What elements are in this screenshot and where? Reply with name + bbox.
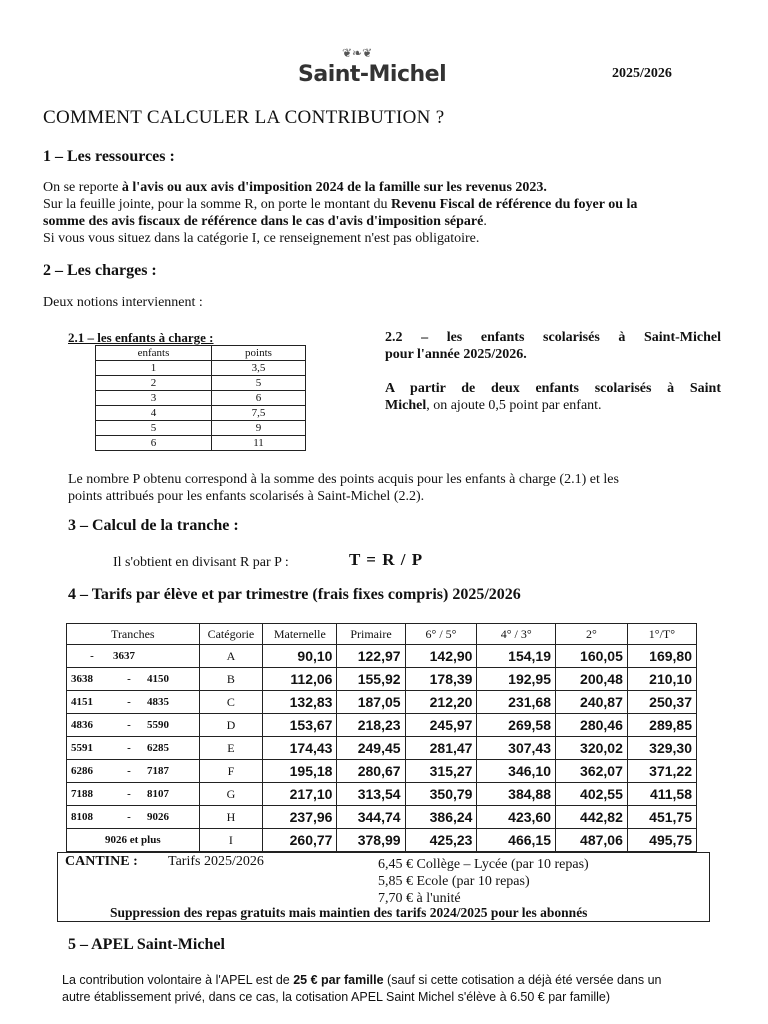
table-row: 4 7,5 (96, 406, 306, 421)
cantine-box (57, 852, 710, 922)
section-3-heading: 3 – Calcul de la tranche : (68, 517, 239, 534)
table-row: 6 11 (96, 436, 306, 451)
section-4-heading: 4 – Tarifs par élève et par trimestre (frais fixes compris) 2025/2026 (68, 586, 521, 603)
table-row: 4151 - 4835 C 132,83 187,05 212,20 231,68 240,87 250,37 (67, 691, 697, 714)
table-row: 8108 - 9026 H 237,96 344,74 386,24 423,60 442,82 451,75 (67, 806, 697, 829)
section-1-text: On se reporte à l'avis ou aux avis d'imposition 2024 de la famille sur les revenus 2023. Sur la feuille jointe, pour la somme R, on porte le montant du Revenu Fiscal de référence du foyer ou la somme des avis fiscaux de référence dans le cas d'avis d'imposition séparé. Si vous vous situez dans la catégorie I, ce renseignement n'est pas obligatoire. (43, 180, 638, 246)
section-5-heading: 5 – APEL Saint-Michel (68, 936, 225, 953)
logo-leaves-icon: ❦❧❦ (342, 46, 373, 60)
children-points-table (95, 345, 306, 451)
section-3-text: Il s'obtient en divisant R par P : (113, 555, 289, 570)
tariffs-table (66, 623, 697, 852)
cantine-prices: 6,45 € Collège – Lycée (par 10 repas) 5,85 € Ecole (par 10 repas) 7,70 € à l'unité (378, 857, 589, 906)
school-year: 2025/2026 (612, 66, 672, 81)
table-row: 3 6 (96, 391, 306, 406)
cantine-tarifs: Tarifs 2025/2026 (168, 854, 264, 869)
table-row: 2 5 (96, 376, 306, 391)
table-row: 6286 - 7187 F 195,18 280,67 315,27 346,10 362,07 371,22 (67, 760, 697, 783)
section-1-heading: 1 – Les ressources : (43, 148, 175, 165)
section-2-heading: 2 – Les charges : (43, 262, 157, 279)
formula: T = R / P (349, 550, 424, 569)
table-row: 1 3,5 (96, 361, 306, 376)
cantine-note: Suppression des repas gratuits mais maintien des tarifs 2024/2025 pour les abonnés (110, 905, 588, 920)
table-row: 3638 - 4150 B 112,06 155,92 178,39 192,95 200,48 210,10 (67, 668, 697, 691)
children-table-heading: 2.1 – les enfants à charge : (68, 330, 214, 345)
enrolled-children-rule: 2.2 – les enfants scolarisés à Saint-Michel pour l'année 2025/2026. A partir de deux enfants scolarisés à Saint Michel, on ajoute 0,5 point par enfant. (385, 330, 721, 413)
table-row: 5 9 (96, 421, 306, 436)
table-row: - 3637 A 90,10 122,97 142,90 154,19 160,05 169,80 (67, 645, 697, 668)
table-header: enfants (96, 346, 212, 361)
section-2-intro: Deux notions interviennent : (43, 295, 203, 310)
table-header: points (212, 346, 306, 361)
table-row: 4836 - 5590 D 153,67 218,23 245,97 269,58 280,46 289,85 (67, 714, 697, 737)
school-logo: Saint-Michel (298, 62, 447, 87)
page-title: COMMENT CALCULER LA CONTRIBUTION ? (43, 107, 445, 128)
table-row: 9026 et plus I 260,77 378,99 425,23 466,15 487,06 495,75 (67, 829, 697, 852)
table-header-row: Tranches Catégorie Maternelle Primaire 6° / 5° 4° / 3° 2° 1°/T° (67, 624, 697, 645)
cantine-label: CANTINE : (65, 854, 138, 869)
apel-text: La contribution volontaire à l'APEL est de 25 € par famille (sauf si cette cotisation a déjà été versée dans un autre établissement privé, dans ce cas, la cotisation APEL Saint Michel s'élève à 6.50 € par famille) (62, 973, 662, 1004)
points-explanation: Le nombre P obtenu correspond à la somme des points acquis pour les enfants à charge (2.1) et les points attribués pour les enfants scolarisés à Saint-Michel (2.2). (68, 472, 619, 504)
table-row: 7188 - 8107 G 217,10 313,54 350,79 384,88 402,55 411,58 (67, 783, 697, 806)
table-row: 5591 - 6285 E 174,43 249,45 281,47 307,43 320,02 329,30 (67, 737, 697, 760)
